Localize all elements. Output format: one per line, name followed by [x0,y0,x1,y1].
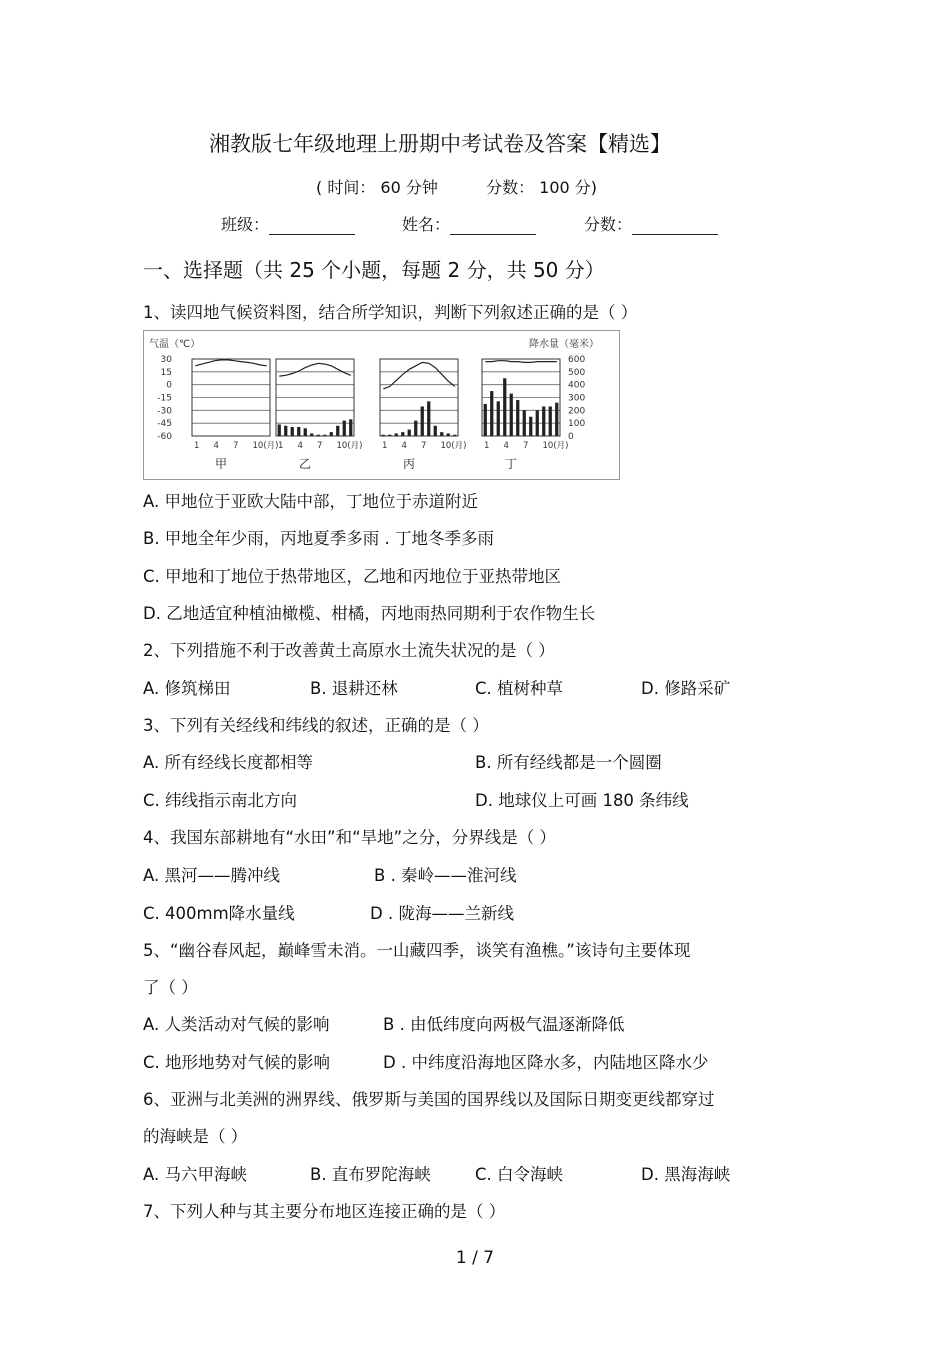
q5-option-b[interactable]: B . 由低纬度向两极气温逐渐降低 [383,1015,625,1034]
precip-tick-label: 300 [568,393,586,404]
temp-tick-label: 0 [166,380,172,391]
temp-tick-label: -60 [157,432,172,442]
question-6: 6、亚洲与北美洲的洲界线、俄罗斯与美国的国界线以及国际日期变更线都穿过 [143,1090,715,1109]
month-tick-label: 1 [278,441,284,451]
temp-tick-label: -15 [157,393,172,404]
question-7: 7、下列人种与其主要分布地区连接正确的是（ ） [143,1202,506,1221]
precip-bar [395,433,398,436]
precip-tick-label: 500 [568,367,586,378]
section-heading: 一、选择题（共 25 个小题，每题 2 分，共 50 分） [143,258,605,282]
temp-curve [485,361,557,363]
precip-bar [297,427,300,436]
precip-bar [440,432,443,436]
precip-bar [323,435,326,436]
precip-bar [304,428,307,436]
precip-tick-label: 0 [568,432,574,442]
q5-option-a[interactable]: A. 人类活动对气候的影响 [143,1015,330,1034]
score-blank[interactable] [632,216,718,235]
q3-option-b[interactable]: B. 所有经线都是一个圆圈 [475,753,662,772]
month-tick-label: 10(月) [336,441,363,451]
precip-bar [336,426,339,436]
q6-option-c[interactable]: C. 白令海峡 [475,1165,564,1184]
q5-option-d[interactable]: D . 中纬度沿海地区降水多，内陆地区降水少 [383,1053,709,1072]
page-title: 湘教版七年级地理上册期中考试卷及答案【精选】 [209,132,671,156]
precip-bar [523,410,526,436]
time-info: ( 时间： 60 分钟 [316,178,438,197]
score-field[interactable] [584,212,718,235]
precip-bar [516,400,519,436]
month-tick-label: 7 [523,441,529,451]
month-tick-label: 4 [297,441,303,451]
panel-label: 丁 [505,457,518,471]
precip-bar [555,403,558,436]
precip-bar [447,433,450,436]
q2-option-d[interactable]: D. 修路采矿 [641,679,731,698]
q6-option-a[interactable]: A. 马六甲海峡 [143,1165,247,1184]
q4-option-b[interactable]: B . 秦岭——淮河线 [374,866,517,885]
month-tick-label: 10(月) [440,441,467,451]
q2-option-c[interactable]: C. 植树种草 [475,679,564,698]
class-field[interactable] [221,212,355,235]
month-tick-label: 1 [194,441,200,451]
panel-label: 丙 [403,457,416,471]
precip-bar [503,378,506,436]
precip-bar [349,419,352,436]
temp-curve [279,363,351,376]
score-info: 分数： 100 分) [486,178,598,197]
question-2: 2、下列措施不利于改善黄土高原水土流失状况的是（ ） [143,641,555,660]
question-3: 3、下列有关经线和纬线的叙述，正确的是（ ） [143,716,489,735]
precip-bar [510,394,513,436]
q1-option-d[interactable]: D. 乙地适宜种植油橄榄、柑橘，丙地雨热同期利于农作物生长 [143,604,596,623]
page-number: 1 / 7 [455,1248,495,1268]
precip-bar [453,435,456,436]
precip-bar [549,406,552,436]
panel-label: 甲 [215,457,228,471]
month-tick-label: 7 [317,441,323,451]
precip-bar [310,433,313,436]
temp-tick-label: -45 [157,419,172,430]
precip-bar [497,401,500,436]
q6-option-d[interactable]: D. 黑海海峡 [641,1165,731,1184]
question-6-continued: 的海峡是（ ） [143,1127,248,1146]
temp-tick-label: -30 [157,406,172,417]
panel-label: 乙 [299,457,312,471]
q1-option-c[interactable]: C. 甲地和丁地位于热带地区，乙地和丙地位于亚热带地区 [143,567,562,586]
q3-option-a[interactable]: A. 所有经线长度都相等 [143,753,313,772]
climate-charts [144,331,619,479]
precip-bar [278,424,281,436]
temp-axis-title: 气温（℃） [149,339,201,350]
name-blank[interactable] [450,216,536,235]
climate-figure [143,330,620,480]
name-label: 姓名： [402,215,451,234]
precip-bar [414,421,417,436]
month-tick-label: 4 [503,441,509,451]
month-tick-label: 7 [421,441,427,451]
month-tick-label: 1 [382,441,388,451]
precip-bar [284,426,287,436]
q3-option-d[interactable]: D. 地球仪上可画 180 条纬线 [475,791,689,810]
exam-meta [316,175,597,198]
month-tick-label: 1 [484,441,490,451]
q1-option-a[interactable]: A. 甲地位于亚欧大陆中部，丁地位于赤道附近 [143,492,478,511]
class-blank[interactable] [269,216,355,235]
question-5-continued: 了（ ） [143,978,198,997]
name-field[interactable] [402,212,536,235]
month-tick-label: 10(月) [252,441,279,451]
q5-option-c[interactable]: C. 地形地势对气候的影响 [143,1053,331,1072]
precip-tick-label: 200 [568,406,586,417]
q2-option-a[interactable]: A. 修筑梯田 [143,679,231,698]
month-tick-label: 10(月) [542,441,569,451]
precip-bar [434,426,437,436]
precip-axis-title: 降水量（毫米） [529,339,599,350]
month-tick-label: 7 [233,441,239,451]
precip-bar [388,435,391,436]
precip-bar [529,417,532,436]
precip-tick-label: 600 [568,355,586,365]
month-tick-label: 4 [401,441,407,451]
precip-bar [484,404,487,436]
question-5: 5、“幽谷春风起，巅峰雪未消。一山藏四季，谈笑有渔樵。”该诗句主要体现 [143,941,691,960]
precip-bar [427,401,430,436]
q6-option-b[interactable]: B. 直布罗陀海峡 [310,1165,431,1184]
question-4: 4、我国东部耕地有“水田”和“旱地”之分，分界线是（ ） [143,828,556,847]
precip-bar [317,435,320,436]
month-tick-label: 4 [213,441,219,451]
q2-option-b[interactable]: B. 退耕还林 [310,679,398,698]
precip-bar [408,430,411,436]
temp-tick-label: 15 [160,367,172,378]
precip-bar [490,391,493,436]
question-1: 1、读四地气候资料图，结合所学知识，判断下列叙述正确的是（ ） [143,303,638,322]
q4-option-a[interactable]: A. 黑河——腾冲线 [143,866,280,885]
precip-bar [401,432,404,436]
precip-bar [542,406,545,436]
score-label: 分数： [584,215,633,234]
precip-bar [382,435,385,436]
precip-bar [291,427,294,436]
q1-option-b[interactable]: B. 甲地全年少雨，丙地夏季多雨 . 丁地冬季多雨 [143,529,495,548]
temp-curve [195,360,266,366]
q3-option-c[interactable]: C. 纬线指示南北方向 [143,791,298,810]
precip-bar [343,421,346,436]
precip-bar [330,432,333,436]
q4-option-d[interactable]: D . 陇海——兰新线 [370,904,514,923]
precip-bar [536,410,539,436]
precip-tick-label: 400 [568,380,586,391]
q4-option-c[interactable]: C. 400mm降水量线 [143,904,295,923]
precip-bar [421,406,424,436]
temp-tick-label: 30 [160,355,172,365]
precip-tick-label: 100 [568,419,586,430]
class-label: 班级： [221,215,270,234]
